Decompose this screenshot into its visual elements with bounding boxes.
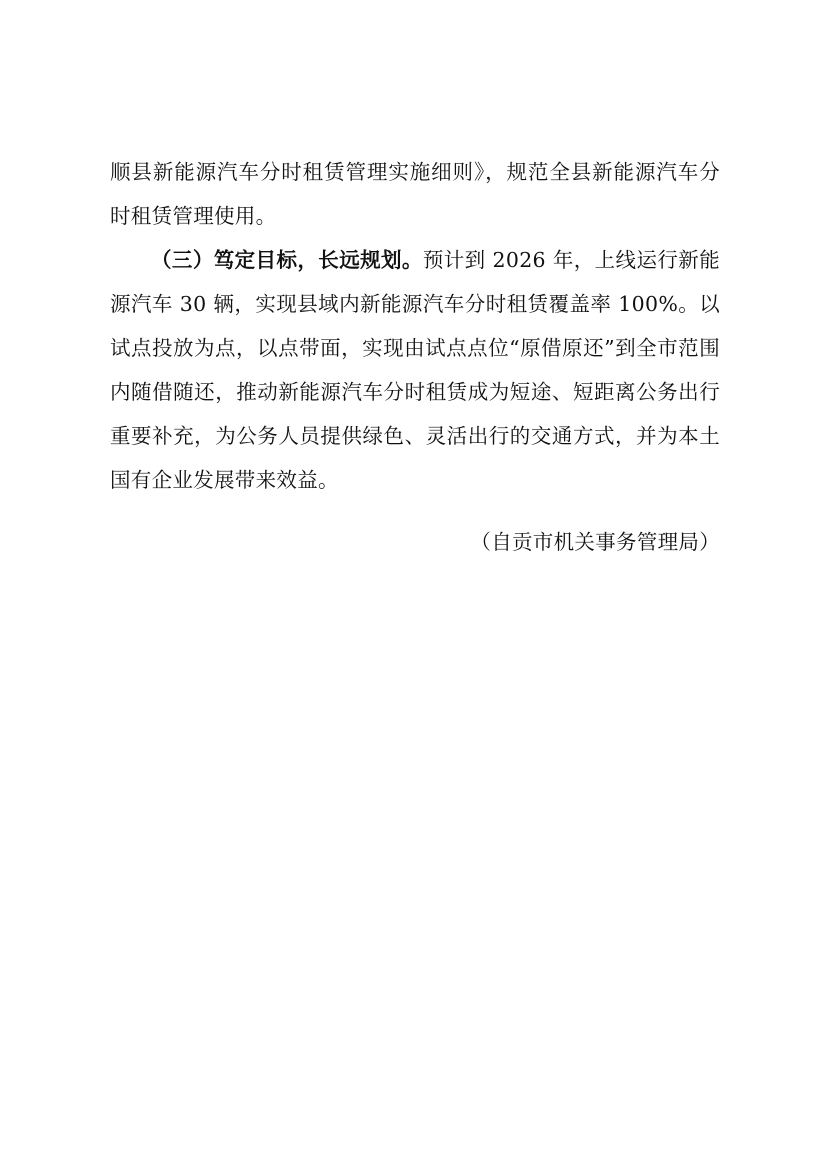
section-body: 预计到 2026 年，上线运行新能源汽车 30 辆，实现县域内新能源汽车分时租赁覆盖率 100%。以试点投放为点，以点带面，实现由试点点位“原借原还”到全市范围内随借随还，推动新能源汽车分时租赁成为短途、短距离公务出行重要补充，为公务人员提供绿色、灵活出行的交通方式，并为本土国有企业发展带来效益。: [110, 248, 720, 492]
section-heading: （三）笃定目标，长远规划。: [151, 248, 423, 272]
author-signature: （自贡市机关事务管理局）: [470, 530, 720, 554]
paragraph-goals: [110, 238, 720, 502]
paragraph-continuation: 顺县新能源汽车分时租赁管理实施细则》，规范全县新能源汽车分时租赁管理使用。: [110, 160, 720, 228]
